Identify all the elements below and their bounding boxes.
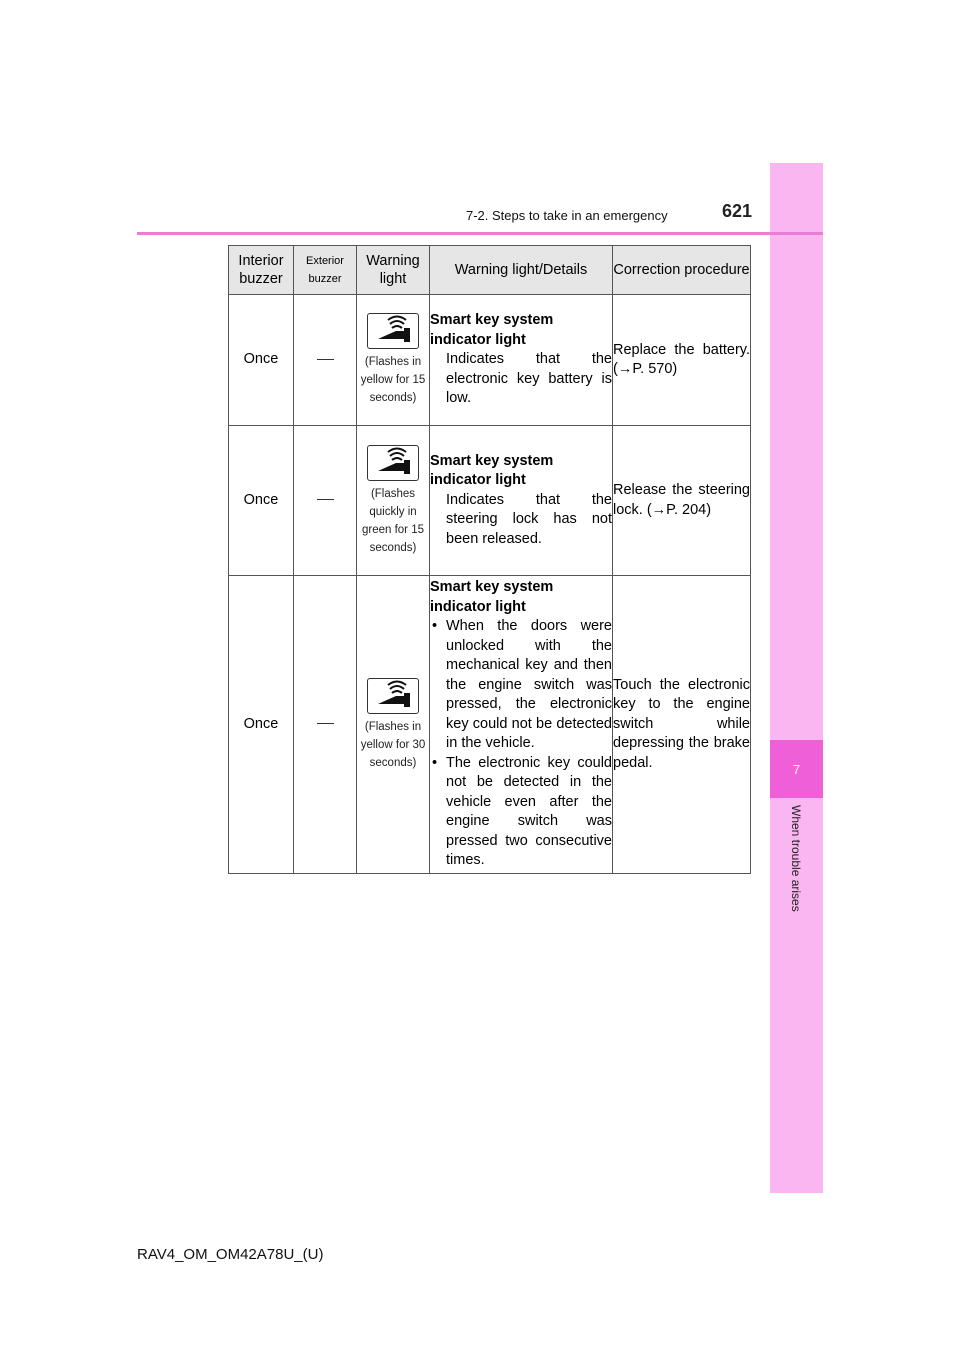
page-number: 621: [722, 201, 753, 221]
correction-cell: Release the steering lock. (→P. 204): [613, 426, 751, 576]
chapter-title: When trouble arises: [789, 805, 803, 912]
correction-cell: Replace the battery. (→P. 570): [613, 295, 751, 426]
table-row: [229, 295, 751, 426]
header-details: Warning light/Details: [430, 246, 613, 295]
warning-light-cell: [357, 576, 430, 874]
flash-description: (Flashes in yellow for 15 seconds): [360, 356, 426, 404]
details-cell: [430, 295, 613, 426]
bullet-mark: •: [432, 754, 438, 771]
list-item: [430, 617, 612, 754]
detail-title: Smart key system indicator light: [430, 452, 554, 489]
bullet-mark: •: [432, 618, 438, 635]
correction-cell: Touch the electronic key to the engine switch while depressing the brake pedal.: [613, 576, 751, 874]
smart-key-indicator-icon: [367, 313, 419, 349]
bullet-text: The electronic key could not be detected in the vehicle even after the engine switch was pressed two consecutive times.: [446, 754, 612, 869]
header-interior-buzzer: Interior buzzer: [229, 246, 294, 295]
document-code: RAV4_OM_OM42A78U_(U): [137, 1246, 324, 1263]
detail-bullet-list: [430, 617, 612, 871]
details-cell: [430, 576, 613, 874]
table-header-row: [229, 246, 751, 295]
chapter-number: 7: [792, 761, 801, 777]
detail-text: Indicates that the electronic key battery is low.: [446, 351, 612, 407]
header-rule: [137, 232, 823, 235]
dash-mark: [317, 499, 334, 500]
dash-mark: [317, 723, 334, 724]
interior-buzzer-cell: Once: [229, 426, 294, 576]
header-correction: Correction procedure: [613, 246, 751, 295]
warning-light-cell: [357, 295, 430, 426]
smart-key-indicator-icon: [367, 678, 419, 714]
smart-key-indicator-icon: [367, 445, 419, 481]
table-row: [229, 426, 751, 576]
exterior-buzzer-cell: [294, 576, 357, 874]
details-cell: [430, 426, 613, 576]
section-title: 7-2. Steps to take in an emergency: [466, 208, 668, 223]
exterior-buzzer-cell: [294, 295, 357, 426]
interior-buzzer-cell: Once: [229, 576, 294, 874]
warning-light-cell: [357, 426, 430, 576]
warning-table: [228, 245, 751, 874]
chapter-number-tab: [770, 740, 823, 798]
list-item: [430, 754, 612, 871]
flash-description: (Flashes quickly in green for 15 seconds): [361, 487, 424, 554]
interior-buzzer-cell: Once: [229, 295, 294, 426]
table-row: [229, 576, 751, 874]
exterior-buzzer-cell: [294, 426, 357, 576]
chapter-side-tab: [770, 163, 823, 1193]
dash-mark: [317, 359, 334, 360]
detail-title: Smart key system indicator light: [430, 312, 554, 348]
header-exterior-buzzer: Exterior buzzer: [294, 246, 357, 295]
bullet-text: When the doors were unlocked with the mechanical key and then the engine switch was pressed, the electronic key could not be detected in the vehicle.: [446, 618, 612, 752]
detail-title: Smart key system indicator light: [430, 579, 554, 615]
header-warning-light: Warning light: [357, 246, 430, 295]
flash-description: (Flashes in yellow for 30 seconds): [360, 720, 426, 769]
detail-text: Indicates that the steering lock has not been released.: [446, 491, 612, 547]
